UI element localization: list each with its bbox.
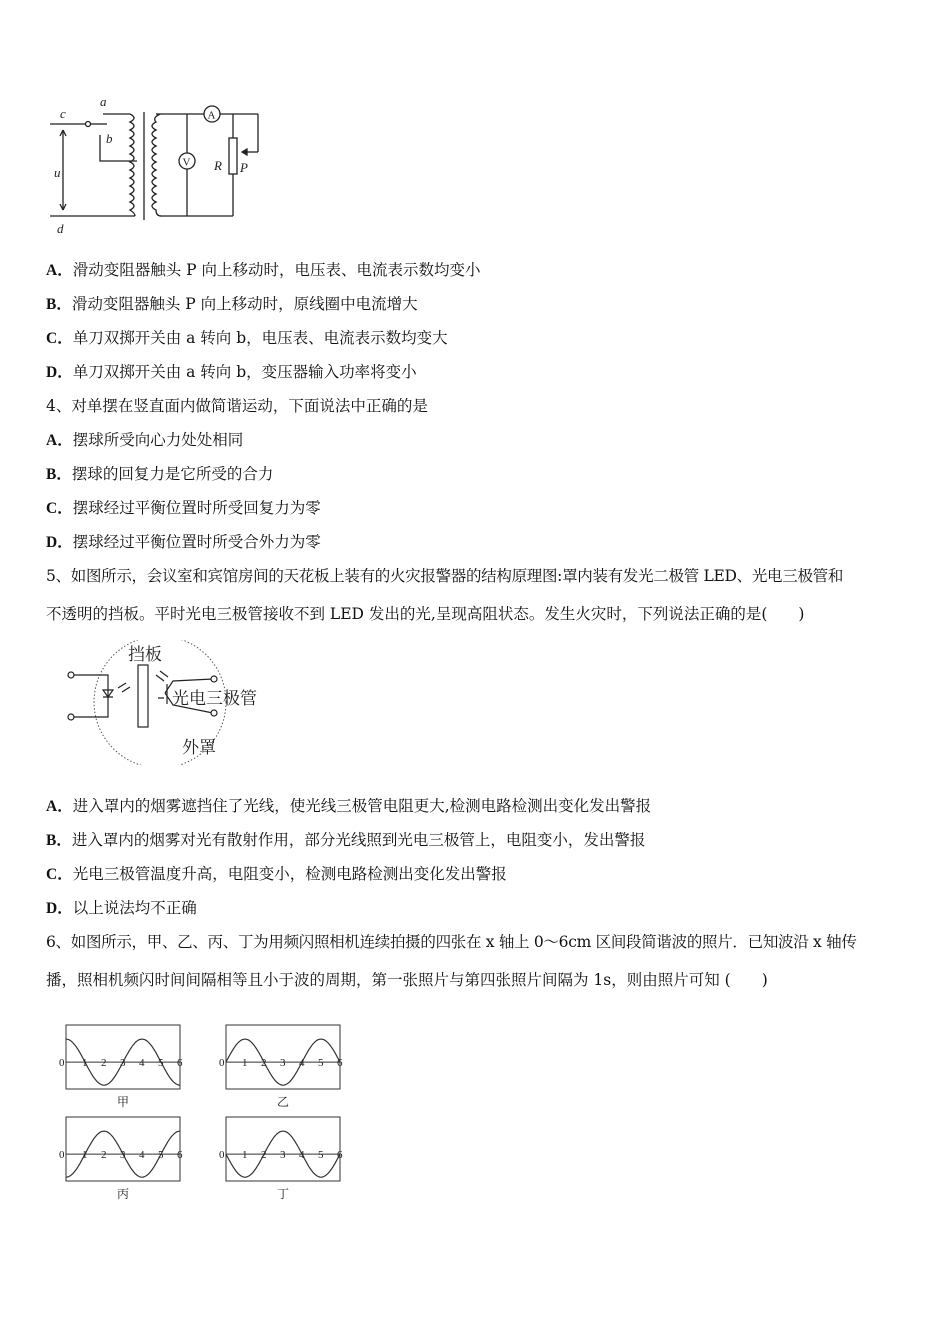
tick-label: 6	[177, 1057, 183, 1070]
label-a: a	[100, 94, 107, 109]
tick-label: 1	[82, 1149, 88, 1162]
tick-label: 1	[242, 1149, 248, 1162]
tick-label: 2	[101, 1149, 107, 1162]
q4-option-c	[46, 498, 321, 519]
option-letter: B．	[46, 832, 72, 849]
cover-label: 外罩	[182, 738, 216, 758]
tick-label: 0	[59, 1149, 65, 1162]
q4-option-b	[46, 464, 273, 485]
q3-option-d	[46, 362, 417, 383]
label-b: b	[106, 131, 113, 146]
label-R: R	[214, 158, 222, 173]
tick-label: 5	[158, 1149, 164, 1162]
tick-label: 1	[242, 1057, 248, 1070]
tick-label: 2	[261, 1057, 267, 1070]
tick-label: 0	[219, 1149, 225, 1162]
option-text: 摆球的回复力是它所受的合力	[71, 465, 274, 483]
q4-option-d	[46, 532, 321, 553]
tick-label: 1	[82, 1057, 88, 1070]
option-letter: D．	[46, 534, 73, 551]
option-letter: C．	[46, 500, 73, 517]
panel-caption: 丁	[277, 1187, 290, 1201]
option-text: 单刀双掷开关由 a 转向 b，电压表、电流表示数均变大	[72, 329, 448, 347]
option-text: 滑动变阻器触头 P 向上移动时，电压表、电流表示数均变小	[72, 261, 481, 279]
option-text: 以上说法均不正确	[72, 899, 197, 917]
label-u: u	[54, 165, 61, 180]
ammeter-icon: A	[207, 109, 216, 122]
option-letter: C．	[46, 866, 73, 883]
option-letter: B．	[46, 466, 72, 483]
tick-label: 4	[299, 1149, 305, 1162]
q5-stem-line1: 5、如图所示，会议室和宾馆房间的天花板上装有的火灾报警器的结构原理图:罩内装有发光二极管 LED、光电三极管和	[46, 567, 844, 585]
option-text: 进入罩内的烟雾遮挡住了光线，使光线三极管电阻更大,检测电路检测出变化发出警报	[72, 797, 652, 815]
tick-label: 6	[337, 1057, 343, 1070]
q4-option-a	[46, 430, 243, 451]
tick-label: 3	[120, 1149, 126, 1162]
q5-option-b	[46, 830, 645, 851]
option-text: 摆球经过平衡位置时所受回复力为零	[72, 499, 321, 517]
panel-caption: 甲	[117, 1095, 130, 1109]
tick-label: 5	[318, 1057, 324, 1070]
q5-option-d	[46, 898, 197, 919]
tick-label: 6	[177, 1149, 183, 1162]
q5-stem-line2: 不透明的挡板。平时光电三极管接收不到 LED 发出的光,呈现高阻状态。发生火灾时，下列说法正确的是( )	[46, 605, 805, 623]
option-text: 摆球所受向心力处处相同	[72, 431, 244, 449]
q5-option-a	[46, 796, 651, 817]
q6-stem-line2: 播，照相机频闪时间间隔相等且小于波的周期，第一张照片与第四张照片间隔为 1s，则由照片可知 ( )	[46, 971, 768, 989]
q3-option-b	[46, 294, 418, 315]
option-text: 滑动变阻器触头 P 向上移动时，原线圈中电流增大	[71, 295, 418, 313]
tick-label: 3	[280, 1149, 286, 1162]
tick-label: 3	[280, 1057, 286, 1070]
option-text: 光电三极管温度升高，电阻变小，检测电路检测出变化发出警报	[72, 865, 507, 883]
option-letter: D．	[46, 900, 73, 917]
wave-panel	[59, 1117, 183, 1201]
q3-option-c	[46, 328, 448, 349]
tick-label: 4	[139, 1057, 145, 1070]
voltmeter-icon: V	[182, 156, 191, 169]
option-letter: B．	[46, 296, 72, 313]
panel-caption: 乙	[277, 1095, 290, 1109]
wave-panel	[219, 1025, 343, 1109]
label-d: d	[57, 221, 64, 236]
label-P: P	[240, 160, 248, 175]
option-letter: A．	[46, 432, 73, 449]
tick-label: 2	[101, 1057, 107, 1070]
tick-label: 3	[120, 1057, 126, 1070]
q3-option-a	[46, 260, 481, 281]
option-letter: A．	[46, 262, 73, 279]
option-text: 摆球经过平衡位置时所受合外力为零	[72, 533, 321, 551]
option-letter: C．	[46, 330, 73, 347]
phototransistor-label: 光电三极管	[172, 689, 257, 709]
q4-stem: 4、对单摆在竖直面内做简谐运动，下面说法中正确的是	[46, 397, 428, 415]
option-letter: D．	[46, 364, 73, 381]
wave-photos-figure	[50, 1015, 350, 1210]
option-text: 进入罩内的烟雾对光有散射作用，部分光线照到光电三极管上，电阻变小，发出警报	[71, 831, 646, 849]
transformer-circuit-figure	[40, 90, 280, 240]
tick-label: 2	[261, 1149, 267, 1162]
tick-label: 5	[158, 1057, 164, 1070]
tick-label: 4	[139, 1149, 145, 1162]
q5-option-c	[46, 864, 507, 885]
wave-panel	[59, 1025, 183, 1109]
option-text: 单刀双掷开关由 a 转向 b，变压器输入功率将变小	[72, 363, 417, 381]
tick-label: 0	[59, 1057, 65, 1070]
option-letter: A．	[46, 798, 73, 815]
tick-label: 5	[318, 1149, 324, 1162]
tick-label: 6	[337, 1149, 343, 1162]
q6-stem-line1: 6、如图所示，甲、乙、丙、丁为用频闪照相机连续拍摄的四张在 x 轴上 0～6cm 区间段简谐波的照片．已知波沿 x 轴传	[46, 933, 857, 951]
wave-panel	[219, 1117, 343, 1201]
baffle-label: 挡板	[128, 645, 162, 665]
tick-label: 4	[299, 1057, 305, 1070]
tick-label: 0	[219, 1057, 225, 1070]
panel-caption: 丙	[117, 1187, 130, 1201]
fire-alarm-figure	[60, 640, 290, 765]
label-c: c	[60, 106, 66, 121]
